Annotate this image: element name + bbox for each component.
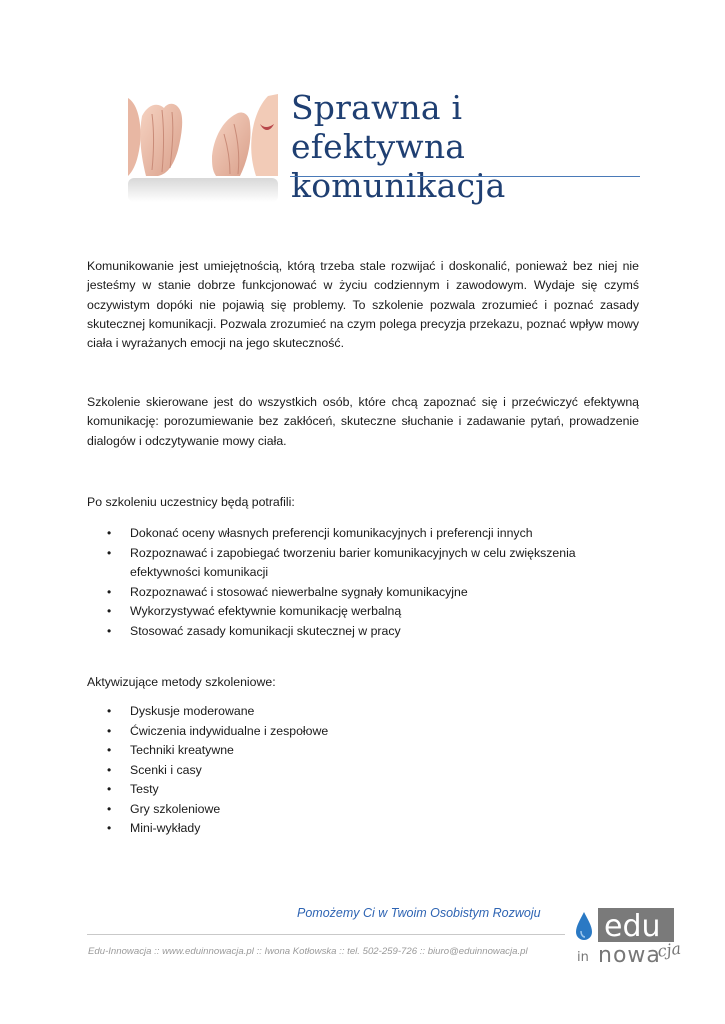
list-item: • Scenki i casy: [87, 761, 639, 781]
bullet-icon: •: [107, 821, 112, 835]
bullet-icon: •: [107, 704, 112, 718]
outcomes-list: [87, 524, 639, 641]
title-line-1: Sprawna i efektywna: [291, 88, 466, 166]
bullet-icon: •: [107, 623, 112, 638]
title-line-2: komunikacja: [291, 166, 506, 205]
footer-contact: Edu-Innowacja :: www.eduinnowacja.pl :: Iwona Kotłowska :: tel. 502-259-726 :: biuro@eduinnowacja.pl: [88, 946, 528, 957]
bullet-icon: •: [107, 743, 112, 757]
list-item: • Dyskusje moderowane: [87, 702, 639, 722]
audience-paragraph: Szkolenie skierowane jest do wszystkich osób, które chcą zapoznać się i przećwiczyć efektywną komunikację: porozumiewanie bez zakłóceń, skuteczne słuchanie i zadawanie pytań, prowadzenie dialogów i odczytywanie mowy ciała.: [87, 395, 639, 448]
communication-hands-image: [128, 94, 278, 204]
footer-divider: [87, 934, 565, 935]
bullet-icon: •: [107, 782, 112, 796]
intro-paragraph: Komunikowanie jest umiejętnością, którą trzeba stale rozwijać i doskonalić, ponieważ bez niej nie jesteśmy w stanie dobrze funkcjonować w życiu codziennym i zawodowym. Wydaje się czymś oczywistym dopóki nie pojawią się problemy. To szkolenie pozwala zrozumieć i poznać zasady skutecznej komunikacji. Pozwala zrozumieć na czym polega precyzja przekazu, poznać wpływ mowy ciała i wyrażanych emocji na jego skuteczność.: [87, 259, 639, 351]
methods-list: [87, 702, 639, 839]
bullet-icon: •: [107, 545, 112, 560]
bullet-icon: •: [107, 723, 112, 738]
svg-text:edu: edu: [604, 909, 661, 944]
page-title: [291, 88, 641, 205]
edu-innowacja-logo: [574, 904, 686, 968]
outcomes-heading: Po szkoleniu uczestnicy będą potrafili:: [87, 495, 295, 509]
list-item: • Stosować zasady komunikacji skutecznej w pracy: [87, 622, 639, 642]
svg-text:cja: cja: [656, 938, 683, 961]
svg-text:nowa: nowa: [598, 943, 661, 968]
list-item: • Mini-wykłady: [87, 819, 639, 839]
title-underline: [290, 176, 640, 177]
list-item: • Dokonać oceny własnych preferencji komunikacyjnych i preferencji innych: [87, 524, 639, 544]
bullet-icon: •: [107, 526, 112, 540]
list-item: • Testy: [87, 780, 639, 800]
bullet-icon: •: [107, 604, 112, 618]
list-item: • Rozpoznawać i zapobiegać tworzeniu barier komunikacyjnych w celu zwiększenia efektywności komunikacji: [107, 545, 576, 579]
footer-tagline: Pomożemy Ci w Twoim Osobistym Rozwoju: [297, 906, 541, 920]
methods-heading: Aktywizujące metody szkoleniowe:: [87, 675, 276, 689]
bullet-icon: •: [107, 584, 112, 599]
svg-text:in: in: [577, 950, 589, 965]
list-item: • Ćwiczenia indywidualne i zespołowe: [87, 722, 639, 742]
list-item: • Rozpoznawać i stosować niewerbalne sygnały komunikacyjne: [87, 583, 639, 603]
bullet-icon: •: [107, 762, 112, 777]
list-item: • Techniki kreatywne: [87, 741, 639, 761]
bullet-icon: •: [107, 801, 112, 816]
list-item: • Wykorzystywać efektywnie komunikację werbalną: [87, 602, 639, 622]
list-item: • Gry szkoleniowe: [87, 800, 639, 820]
